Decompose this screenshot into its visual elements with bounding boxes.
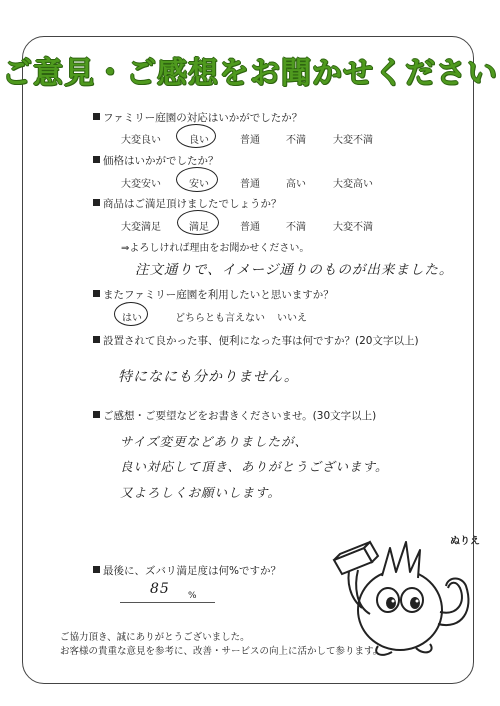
option-price-normal: 普通 xyxy=(240,179,260,190)
square-bullet-icon xyxy=(93,290,100,297)
satisfaction-unit: % xyxy=(188,591,197,601)
question-benefits xyxy=(93,333,419,348)
selected-circle-mark xyxy=(176,124,216,148)
square-bullet-icon xyxy=(93,566,100,573)
option-price-expensive: 高い xyxy=(286,179,306,190)
option-price-very-expensive: 大変高い xyxy=(333,179,373,190)
option-service-very-dissatisfied: 大変不満 xyxy=(333,135,373,146)
mascot-label: ぬりえ xyxy=(450,536,480,547)
handwritten-comment-line-3: 又よろしくお願いします。 xyxy=(120,485,282,500)
option-service-very-good: 大変良い xyxy=(121,135,161,146)
question-service xyxy=(93,110,302,125)
handwritten-satisfaction-value: 85 xyxy=(150,581,170,597)
option-service-good: 良い xyxy=(189,135,209,146)
option-service-normal: 普通 xyxy=(240,135,260,146)
footer-thanks: ご協力頂き、誠にありがとうございました。 xyxy=(60,632,250,643)
question-benefits-text: 設置されて良かった事、便利になった事は何ですか？(20文字以上) xyxy=(103,335,419,347)
selected-circle-mark xyxy=(114,302,148,326)
selected-circle-mark xyxy=(177,210,219,235)
question-satisfaction xyxy=(93,563,281,578)
option-product-very-satisfied: 大変満足 xyxy=(121,222,161,233)
question-price xyxy=(93,153,219,168)
satisfaction-answer-line xyxy=(120,602,215,603)
option-product-satisfied: 満足 xyxy=(189,222,209,233)
question-reuse xyxy=(93,287,334,302)
option-service-dissatisfied: 不満 xyxy=(286,135,306,146)
option-product-very-dissatisfied: 大変不満 xyxy=(333,222,373,233)
handwritten-comment-line-2: 良い対応して頂き、ありがとうございます。 xyxy=(120,459,389,474)
survey-title: ご意見・ご感想をお聞かせください xyxy=(2,56,498,91)
mascot-drawing xyxy=(320,520,470,660)
question-satisfaction-text: 最後に、ズバリ満足度は何%ですか？ xyxy=(103,565,281,577)
option-reuse-yes: はい xyxy=(122,313,142,324)
handwritten-reason-answer: 注文通りで、イメージ通りのものが出来ました。 xyxy=(135,262,454,278)
square-bullet-icon xyxy=(93,156,100,163)
reason-prompt: ⇒よろしければ理由をお聞かせください。 xyxy=(121,243,310,254)
option-reuse-undecided: どちらとも言えない xyxy=(175,313,265,324)
question-price-text: 価格はいかがでしたか？ xyxy=(103,155,219,167)
option-product-normal: 普通 xyxy=(240,222,260,233)
option-reuse-no: いいえ xyxy=(277,313,307,324)
square-bullet-icon xyxy=(93,113,100,120)
question-comments-text: ご感想・ご要望などをお書きくださいませ。(30文字以上) xyxy=(103,410,377,422)
handwritten-comment-line-1: サイズ変更などありましたが、 xyxy=(120,434,309,449)
square-bullet-icon xyxy=(93,199,100,206)
handwritten-benefits-answer: 特になにも分かりません。 xyxy=(118,369,299,385)
selected-circle-mark xyxy=(176,167,218,192)
square-bullet-icon xyxy=(93,411,100,418)
question-product xyxy=(93,196,282,211)
footer-note: お客様の貴重な意見を参考に、改善・サービスの向上に活かして参ります。 xyxy=(60,646,383,657)
option-product-dissatisfied: 不満 xyxy=(286,222,306,233)
square-bullet-icon xyxy=(93,336,100,343)
option-price-cheap: 安い xyxy=(189,179,209,190)
question-product-text: 商品はご満足頂けましたでしょうか？ xyxy=(103,198,282,210)
question-reuse-text: またファミリー庭園を利用したいと思いますか？ xyxy=(103,289,334,301)
option-price-very-cheap: 大変安い xyxy=(121,179,161,190)
question-comments xyxy=(93,408,376,423)
question-service-text: ファミリー庭園の対応はいかがでしたか？ xyxy=(103,112,303,124)
